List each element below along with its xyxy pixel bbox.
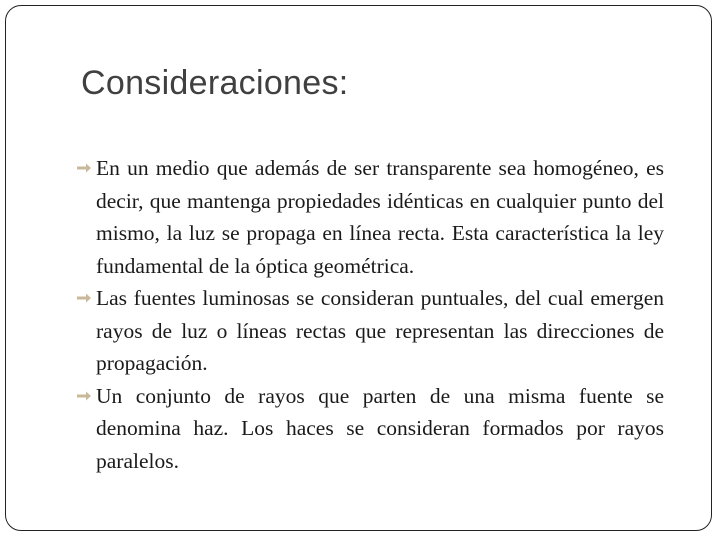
bullet-list [76, 152, 664, 477]
bullet-text: Las fuentes luminosas se consideran puntuales, del cual emergen rayos de luz o líneas rectas que representan las direcciones de propagación. [96, 286, 664, 375]
slide-title: Consideraciones: [81, 64, 349, 102]
bullet-item [76, 152, 664, 282]
bullet-text: En un medio que además de ser transparente sea homogéneo, es decir, que mantenga propiedades idénticas en cualquier punto del mismo, la luz se propaga en línea recta. Esta característica la ley fundamental de la óptica geométrica. [96, 156, 664, 278]
slide-frame [5, 5, 712, 531]
bullet-item [76, 282, 664, 380]
tapered-arrow-icon [76, 292, 92, 304]
bullet-text: Un conjunto de rayos que parten de una misma fuente se denomina haz. Los haces se consideran formados por rayos paralelos. [96, 383, 664, 473]
tapered-arrow-icon [76, 162, 92, 174]
tapered-arrow-icon [76, 390, 92, 402]
bullet-item [76, 380, 664, 478]
